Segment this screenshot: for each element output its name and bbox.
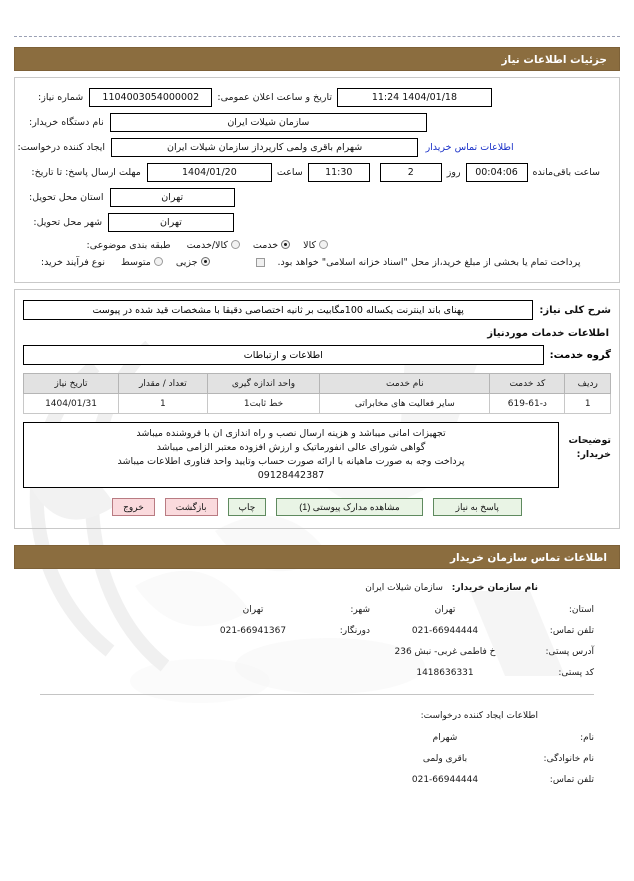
row-buyer-organization <box>23 113 611 132</box>
buyer-notes-value <box>23 422 559 488</box>
section-header-buyer-contact: اطلاعات تماس سازمان خریدار <box>14 545 620 569</box>
services-table-body <box>24 394 611 414</box>
announcement-datetime-value: 1404/01/18 11:24 <box>337 88 492 107</box>
delivery-province-label: استان محل تحویل: <box>29 192 104 203</box>
service-group-label: گروه خدمت: <box>549 349 611 361</box>
process-option-0[interactable] <box>176 257 213 268</box>
buyer-contact-org-label: نام سازمان خریدار: <box>451 583 538 593</box>
contact-key-1: تلفن تماس: <box>549 626 594 636</box>
category-option-0[interactable] <box>303 240 331 251</box>
view-attachments-button[interactable]: مشاهده مدارک پیوستی (1) <box>276 498 422 516</box>
buyer-contact-link[interactable]: اطلاعات تماس خریدار <box>425 142 514 153</box>
service-group-value: اطلاعات و ارتباطات <box>23 345 544 365</box>
subject-classification-label: طبقه بندی موضوعی: <box>86 240 171 251</box>
process-radio-0[interactable] <box>201 257 210 266</box>
buyer-contact-block <box>40 583 594 678</box>
treasury-note-label: پرداخت تمام یا بخشی از مبلغ خرید،از محل "اسناد خزانه اسلامی" خواهد بود. <box>277 257 581 268</box>
buyer-note-line-3: 09128442387 <box>257 470 325 481</box>
category-option-2[interactable] <box>187 240 243 251</box>
row-request-creator <box>17 138 611 157</box>
services-cell-code: د-61-619 <box>490 394 565 414</box>
request-creator-value: شهرام باقری ولمی کارپرداز سازمان شیلات ایران <box>111 138 418 157</box>
requester-row-0 <box>40 733 594 743</box>
buyer-notes-label-line1: توضیحات <box>568 435 611 446</box>
category-radio-0[interactable] <box>319 240 328 249</box>
requester-row-2 <box>40 775 594 785</box>
contact-key2-1: دورنگار: <box>339 626 370 636</box>
requester-rows <box>40 733 594 785</box>
process-radio-1[interactable] <box>154 257 163 266</box>
contact-key-0: استان: <box>568 605 594 615</box>
page-root <box>0 36 634 785</box>
contact-key-2: آدرس پستی: <box>545 647 594 657</box>
exit-button[interactable]: خروج <box>112 498 155 516</box>
services-cell-name: سایر فعالیت های مخابراتی <box>320 394 490 414</box>
row-delivery-province <box>23 188 611 207</box>
category-label-0: کالا <box>303 240 316 251</box>
services-col-0: ردیف <box>565 374 611 394</box>
buyer-contact-org-line <box>40 583 594 593</box>
contact-value2-1: 021-66941367 <box>219 626 287 636</box>
contact-value-1: 021-66944444 <box>411 626 479 636</box>
services-panel <box>14 289 620 529</box>
contact-value-3: 1418636331 <box>416 668 474 678</box>
category-label-1: خدمت <box>252 240 279 251</box>
days-unit-label: روز <box>446 167 461 178</box>
row-subject-classification <box>23 240 611 251</box>
contact-key-3: کد پستی: <box>558 668 594 678</box>
row-delivery-city <box>23 213 611 232</box>
contact-row-0 <box>40 605 594 615</box>
need-number-value: 1104003054000002 <box>89 88 212 107</box>
delivery-city-label: شهر محل تحویل: <box>33 217 103 228</box>
buyer-notes-label <box>559 422 611 462</box>
services-table <box>23 373 611 414</box>
services-col-4: تعداد / مقدار <box>119 374 208 394</box>
services-section-title: اطلاعات خدمات موردنیاز <box>487 328 609 339</box>
buyer-notes-row <box>23 422 611 488</box>
need-details-panel <box>14 77 620 283</box>
general-description-label: شرح کلی نیاز: <box>539 304 611 316</box>
contact-divider <box>40 694 594 695</box>
process-radio-group[interactable] <box>111 257 213 268</box>
contact-row-1 <box>40 626 594 636</box>
category-option-1[interactable] <box>253 240 293 251</box>
buyer-contact-rows <box>40 605 594 678</box>
deadline-time-value: 11:30 <box>308 163 370 182</box>
services-table-header-row <box>24 374 611 394</box>
services-cell-quantity: 1 <box>119 394 208 414</box>
general-description-value: پهنای باند اینترنت یکساله 100مگابیت بر ثانیه اختصاصی دقیقا با مشخصات قید شده در پیوست <box>23 300 533 320</box>
process-option-1[interactable] <box>121 257 166 268</box>
contact-row-3 <box>40 668 594 678</box>
request-creator-label: ایجاد کننده درخواست: <box>17 142 105 153</box>
services-col-2: نام خدمت <box>320 374 490 394</box>
back-button[interactable]: بازگشت <box>165 498 218 516</box>
delivery-province-value: تهران <box>110 188 235 207</box>
row-purchase-process <box>23 257 611 268</box>
respond-button[interactable]: پاسخ به نیاز <box>433 498 522 516</box>
requester-key-1: نام خانوادگی: <box>543 754 594 764</box>
buyer-note-line-0: تجهیزات امانی میباشد و هزینه ارسال نصب و راه اندازی ان با فروشنده میباشد <box>136 428 446 439</box>
action-button-row <box>23 498 611 516</box>
category-radio-1[interactable] <box>281 240 290 249</box>
process-label-0: جزیی <box>175 257 198 268</box>
requester-section-title: اطلاعات ایجاد کننده درخواست: <box>420 711 538 721</box>
requester-row-1 <box>40 754 594 764</box>
process-label-1: متوسط <box>121 257 151 268</box>
requester-key-0: نام: <box>580 733 594 743</box>
contact-value-2: خ فاطمی غربی- نبش 236 <box>394 647 496 657</box>
table-row <box>24 394 611 414</box>
section-header-need-details: جزئیات اطلاعات نیاز <box>14 47 620 71</box>
services-cell-date: 1404/01/31 <box>24 394 119 414</box>
buyer-note-line-1: گواهی شورای عالی انفورماتیک و ارزش افزوده معتبر الزامی میباشد <box>156 442 426 453</box>
remaining-clock-value: 00:04:06 <box>466 163 528 182</box>
general-description-row <box>23 300 611 320</box>
print-button[interactable]: چاپ <box>228 498 267 516</box>
buyer-organization-value: سازمان شیلات ایران <box>110 113 427 132</box>
category-radio-2[interactable] <box>231 240 240 249</box>
remaining-time-label: ساعت باقی‌مانده <box>532 167 600 178</box>
announcement-datetime-label: تاریخ و ساعت اعلان عمومی: <box>217 92 333 103</box>
contact-value2-0: تهران <box>242 605 264 615</box>
requester-value-2: 021-66944444 <box>411 775 479 785</box>
buyer-contact-org-value: سازمان شیلات ایران <box>365 583 443 593</box>
requester-key-2: تلفن تماس: <box>549 775 594 785</box>
row-response-deadline <box>23 163 611 182</box>
requester-block <box>40 733 594 785</box>
top-dashed-rule <box>14 36 620 37</box>
row-need-number <box>23 88 611 107</box>
treasury-checkbox[interactable] <box>256 258 265 267</box>
category-label-2: کالا/خدمت <box>186 240 228 251</box>
category-radio-group[interactable] <box>177 240 331 251</box>
remaining-days-value: 2 <box>380 163 442 182</box>
contact-value-0: تهران <box>434 605 456 615</box>
requester-value-0: شهرام <box>432 733 458 743</box>
delivery-city-value: تهران <box>108 213 234 232</box>
purchase-process-label: نوع فرآیند خرید: <box>40 257 105 268</box>
contact-row-2 <box>40 647 594 657</box>
need-number-label: شماره نیاز: <box>38 92 84 103</box>
response-deadline-label: مهلت ارسال پاسخ: تا تاریخ: <box>31 167 141 178</box>
contact-key2-0: شهر: <box>350 605 370 615</box>
services-col-1: کد خدمت <box>490 374 565 394</box>
services-col-5: تاریخ نیاز <box>24 374 119 394</box>
buyer-notes-label-line2: خریدار: <box>576 449 611 460</box>
services-cell-index: 1 <box>565 394 611 414</box>
deadline-date-value: 1404/01/20 <box>147 163 272 182</box>
buyer-organization-label: نام دستگاه خریدار: <box>29 117 104 128</box>
services-col-3: واحد اندازه گیری <box>207 374 320 394</box>
deadline-time-label: ساعت <box>276 167 303 178</box>
buyer-note-line-2: پرداخت وجه به صورت ماهیانه با ارائه صورت حساب وتایید واحد فناوری اطلاعات میباشد <box>117 456 465 467</box>
services-cell-unit: خط ثابت1 <box>207 394 320 414</box>
requester-value-1: باقری ولمی <box>422 754 468 764</box>
service-group-row <box>23 345 611 365</box>
